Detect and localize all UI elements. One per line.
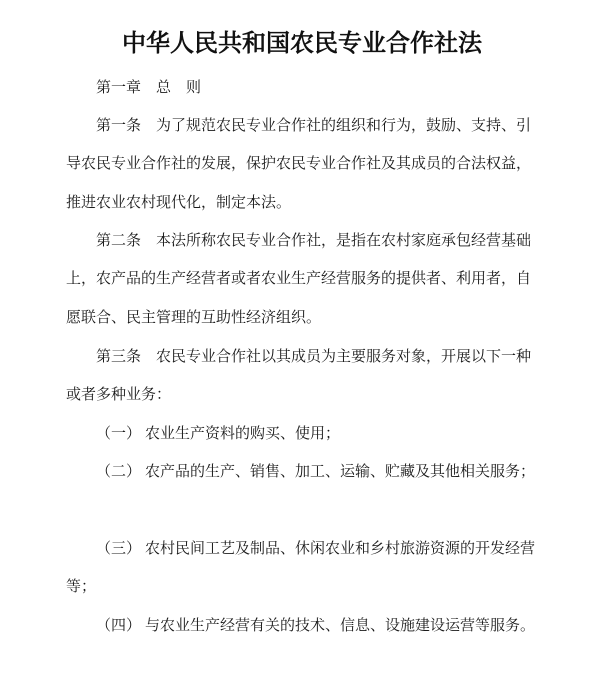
- list-item-2: [66, 452, 536, 490]
- article-number: 第二条: [96, 231, 142, 249]
- item-number: （一）: [96, 424, 142, 442]
- list-item-3: [66, 529, 536, 606]
- article-2: [66, 221, 536, 336]
- item-text: 与农业生产经营有关的技术、信息、设施建设运营等服务。: [145, 616, 536, 634]
- item-text: 农村民间工艺及制品、休闲农业和乡村旅游资源的开发经营等；: [66, 539, 536, 596]
- item-number: （三）: [96, 539, 142, 557]
- article-1: [66, 106, 536, 221]
- item-text: 农产品的生产、销售、加工、运输、贮藏及其他相关服务；: [145, 462, 536, 480]
- article-text: 农民专业合作社以其成员为主要服务对象，开展以下一种或者多种业务：: [66, 347, 532, 404]
- article-3: [66, 337, 536, 414]
- item-number: （二）: [96, 462, 142, 480]
- list-item-4: [66, 606, 536, 644]
- article-number: 第一条: [96, 116, 142, 134]
- chapter-heading: 第一章 总 则: [96, 78, 202, 96]
- article-text: 为了规范农民专业合作社的组织和行为，鼓励、支持、引导农民专业合作社的发展，保护农民专业合作社及其成员的合法权益，推进农业农村现代化，制定本法。: [66, 116, 532, 211]
- article-text: 本法所称农民专业合作社，是指在农村家庭承包经营基础上，农产品的生产经营者或者农业生产经营服务的提供者、利用者，自愿联合、民主管理的互助性经济组织。: [66, 231, 532, 326]
- document-title: 中华人民共和国农民专业合作社法: [122, 29, 482, 57]
- item-number: （四）: [96, 616, 142, 634]
- article-number: 第三条: [96, 347, 142, 365]
- item-text: 农业生产资料的购买、使用；: [145, 424, 341, 442]
- list-item-1: [66, 414, 536, 452]
